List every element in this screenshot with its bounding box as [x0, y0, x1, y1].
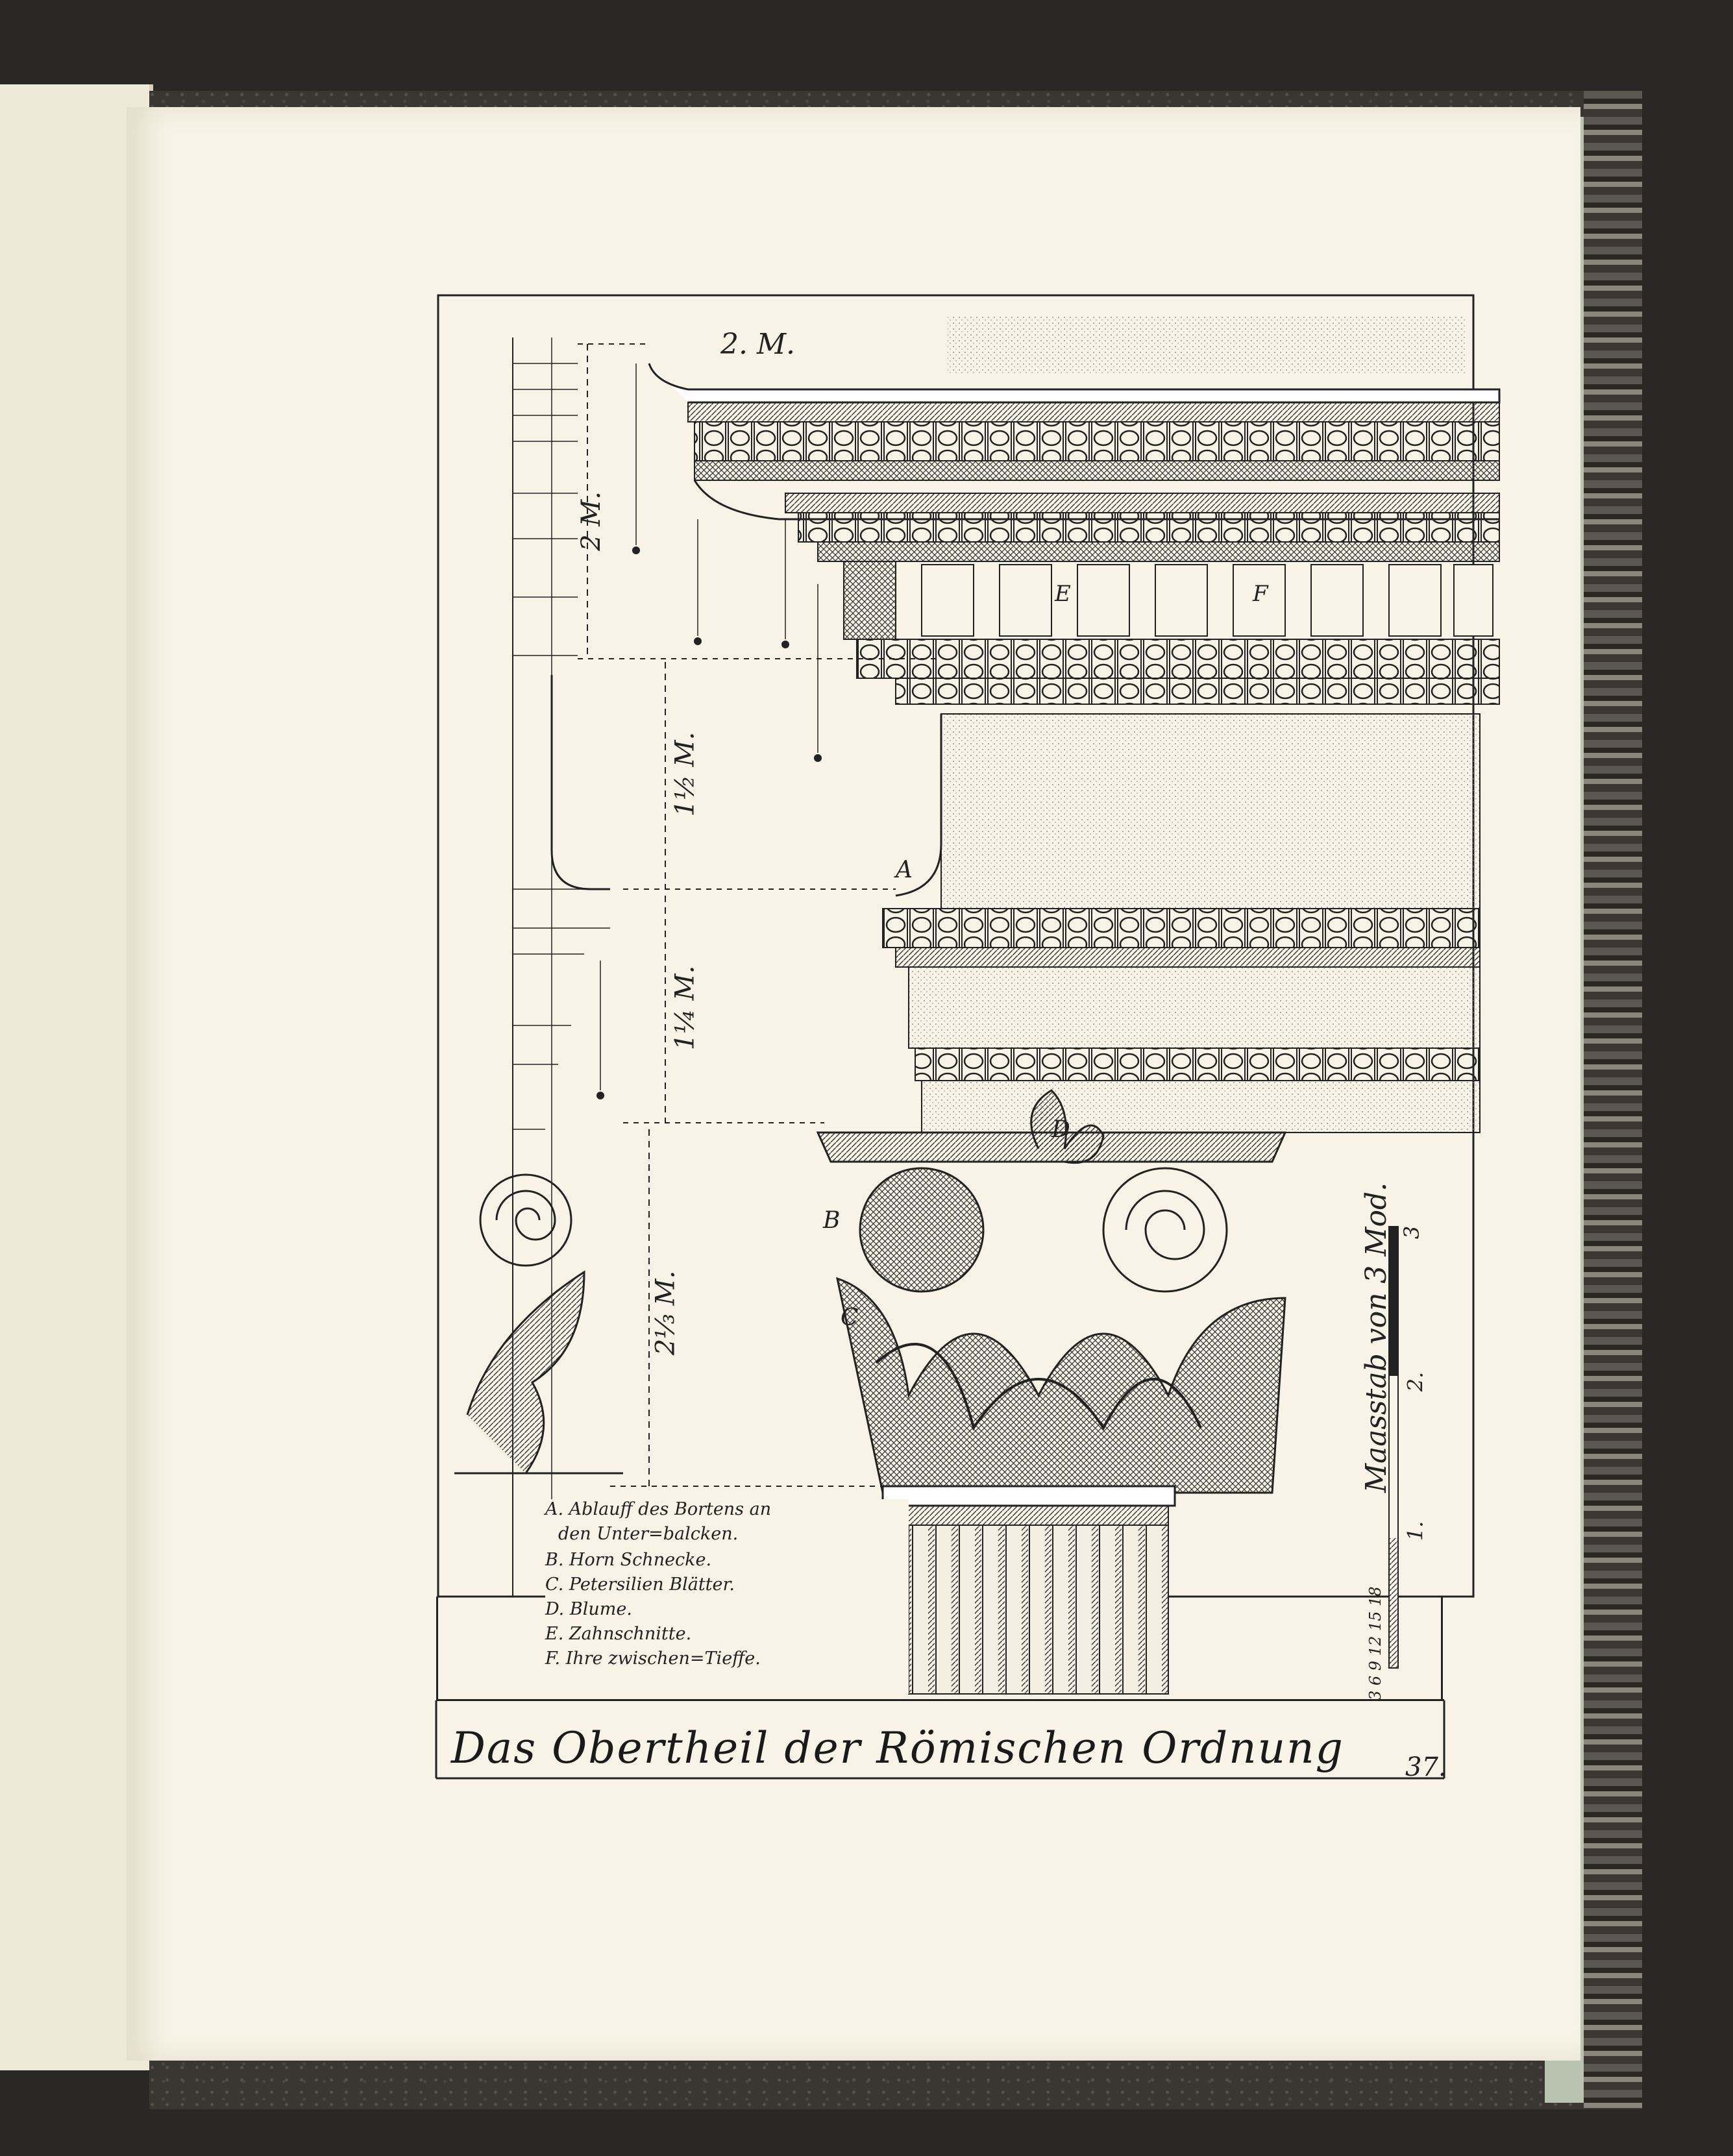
scale-tick-3: 3 [1399, 1225, 1425, 1240]
scale-units: 3 6 9 12 15 18 [1366, 1586, 1384, 1700]
scale-title: Maasstab von 3 Mod. [1360, 1182, 1393, 1493]
scale-tick-2: 2. [1403, 1371, 1428, 1392]
measure-cornice: 2 M. [576, 491, 606, 551]
measure-capital: 2⅓ M. [650, 1270, 681, 1356]
letter-d: D [1051, 1116, 1070, 1143]
letter-a: A [896, 857, 913, 883]
letter-c: C [841, 1305, 859, 1331]
legend-item-b: B. Horn Schnecke. [545, 1550, 712, 1570]
measure-architrave: 1¼ M. [670, 965, 700, 1051]
legend [545, 1499, 909, 1694]
letter-f: F [1253, 581, 1268, 607]
measure-frieze: 1½ M. [670, 731, 700, 817]
legend-item-a: A. Ablauff des Bortens an [545, 1499, 772, 1519]
legend-item-a-cont: den Unter=balcken. [558, 1524, 739, 1544]
top-measure: 2. M. [720, 328, 796, 361]
plate-number: 37. [1405, 1752, 1447, 1782]
letter-b: B [823, 1207, 841, 1234]
legend-item-f: F. Ihre zwischen=Tieffe. [545, 1648, 761, 1669]
legend-item-d: D. Blume. [545, 1599, 632, 1619]
scale-tick-1: 1. [1403, 1521, 1428, 1541]
legend-item-e: E. Zahnschnitte. [545, 1624, 692, 1644]
letter-e: E [1055, 581, 1071, 607]
plate-caption: Das Obertheil der Römischen Ordnung [451, 1723, 1344, 1773]
legend-item-c: C. Petersilien Blätter. [545, 1574, 735, 1595]
